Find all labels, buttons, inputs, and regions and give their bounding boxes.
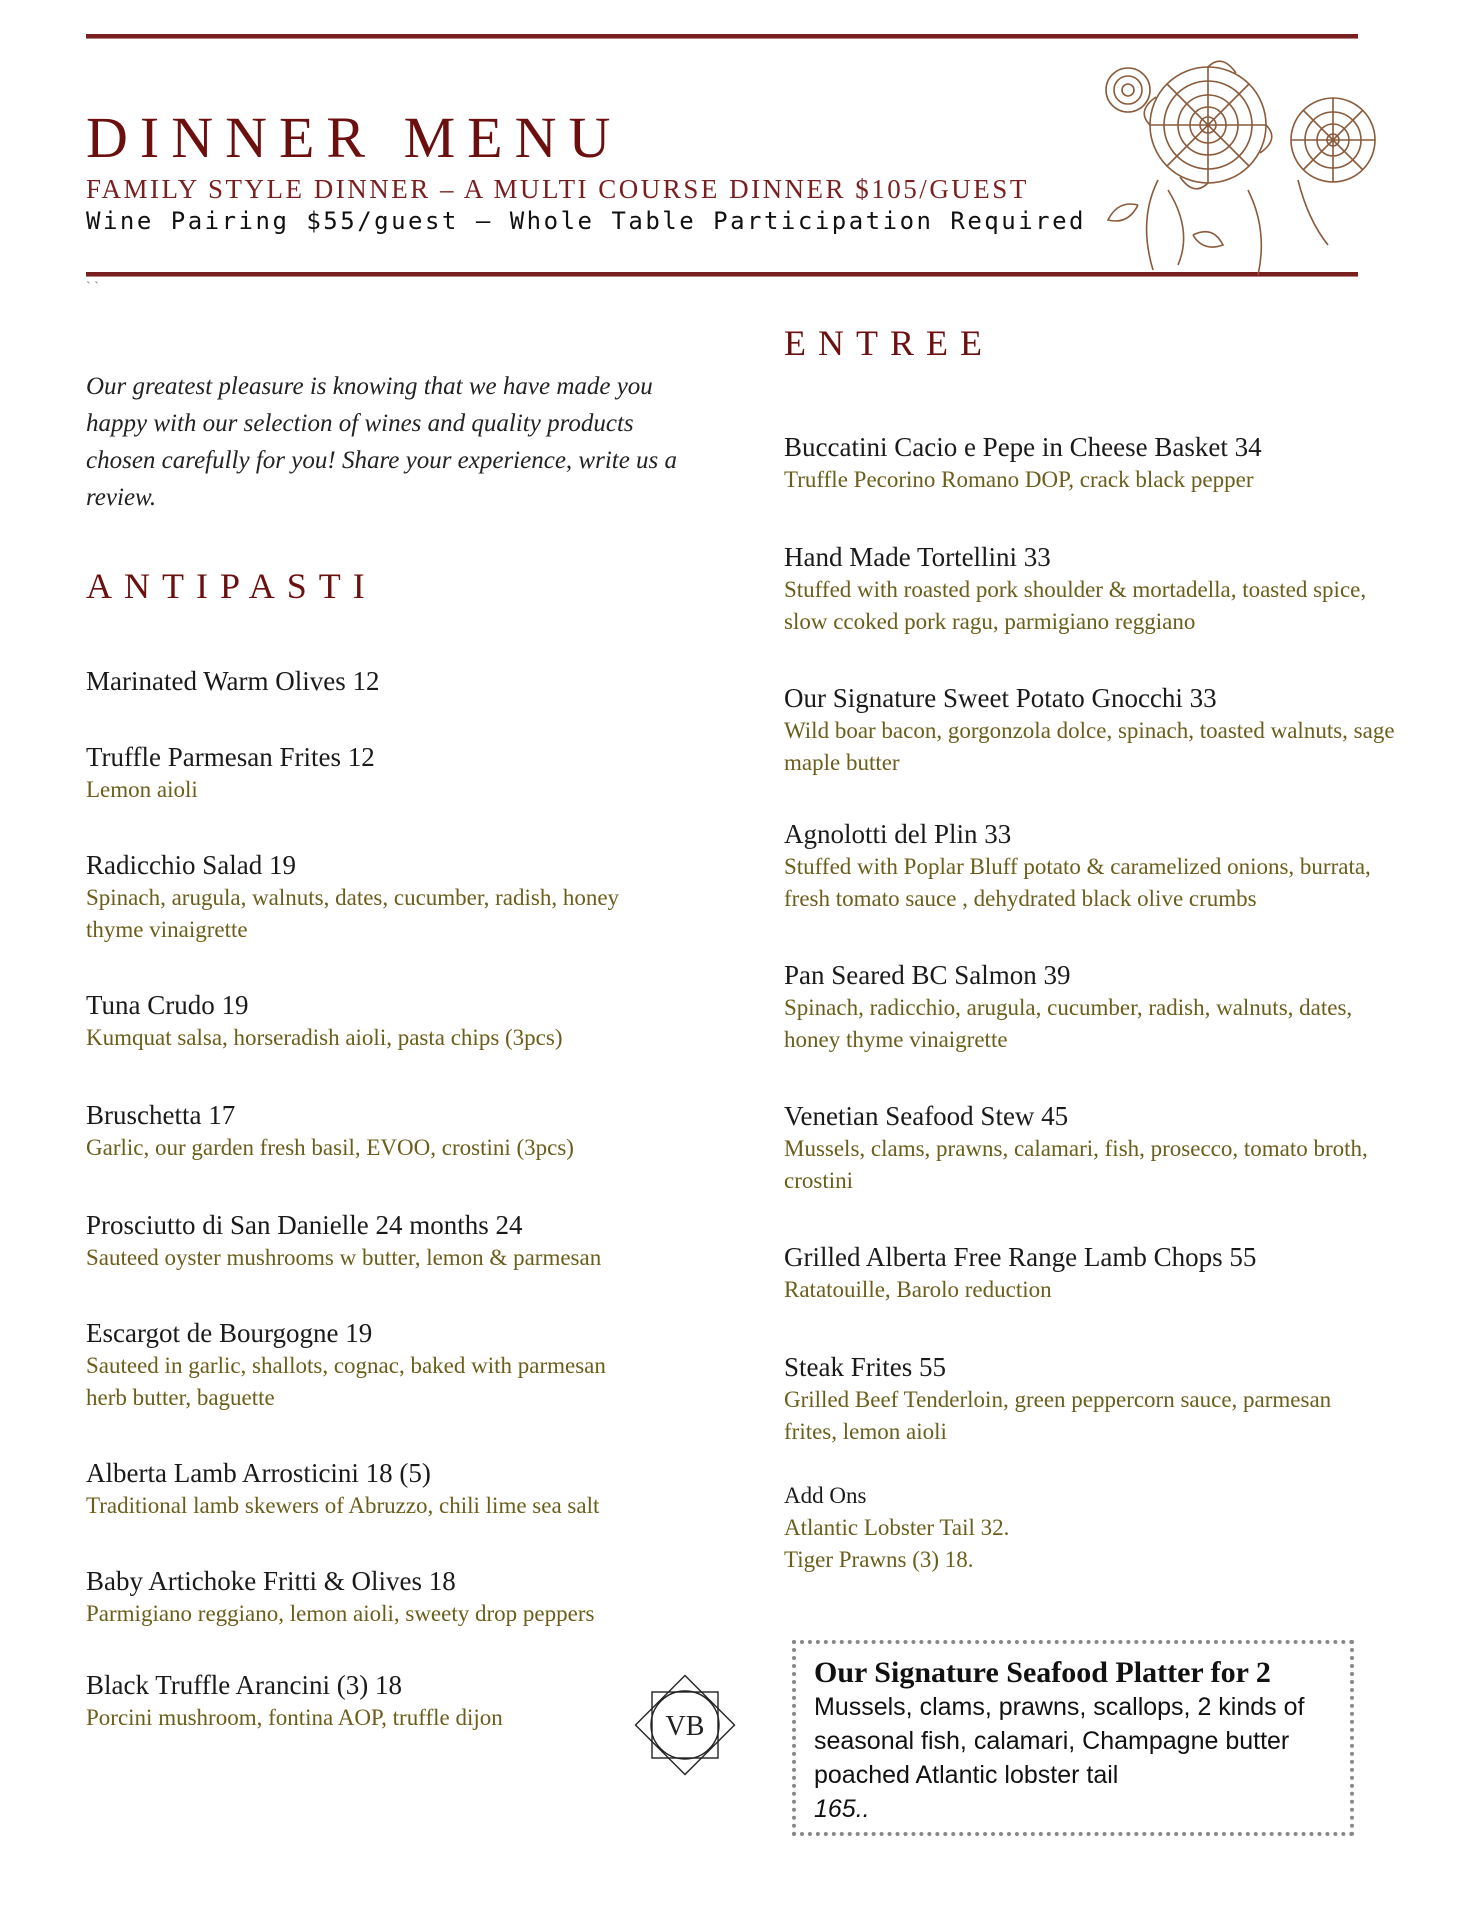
item-description: Spinach, arugula, walnuts, dates, cucumber, radish, honey thyme vinaigrette (86, 885, 620, 942)
item-name: Black Truffle Arancini (3) 18 (86, 1670, 402, 1700)
antipasti-list (86, 664, 706, 1776)
list-item (86, 1208, 706, 1316)
item-description: Garlic, our garden fresh basil, EVOO, crostini (3pcs) (86, 1135, 574, 1160)
item-description: Traditional lamb skewers of Abruzzo, chili lime sea salt (86, 1493, 600, 1518)
menu-subtitle: FAMILY STYLE DINNER – A MULTI COURSE DINNER $105/GUEST (86, 174, 1029, 204)
item-description: Truffle Pecorino Romano DOP, crack black pepper (784, 467, 1254, 492)
item-description: Ratatouille, Barolo reduction (784, 1277, 1052, 1302)
item-name: Tuna Crudo 19 (86, 990, 249, 1020)
list-item (784, 540, 1424, 681)
item-description: Wild boar bacon, gorgonzola dolce, spinach, toasted walnuts, sage maple butter (784, 718, 1395, 775)
item-name: Pan Seared BC Salmon 39 (784, 960, 1071, 990)
list-item (86, 1316, 706, 1456)
stray-marks: ` ` (86, 280, 99, 295)
list-item (86, 664, 706, 740)
item-name: Hand Made Tortellini 33 (784, 542, 1051, 572)
list-item (784, 1240, 1424, 1350)
wine-pairing-note: Wine Pairing $55/guest – Whole Table Participation Required (86, 207, 1087, 235)
item-description: Grilled Beef Tenderloin, green peppercorn sauce, parmesan frites, lemon aioli (784, 1387, 1332, 1444)
entree-list (784, 430, 1424, 1576)
item-name: Agnolotti del Plin 33 (784, 819, 1012, 849)
list-item (86, 1564, 706, 1668)
item-name: Baby Artichoke Fritti & Olives 18 (86, 1566, 456, 1596)
list-item (86, 988, 706, 1098)
list-item (784, 1350, 1424, 1480)
platter-title: Our Signature Seafood Platter for 2 (814, 1656, 1271, 1689)
list-item (784, 681, 1424, 817)
list-item (86, 1456, 706, 1564)
entree-heading: ENTREE (784, 323, 994, 363)
list-item (86, 1668, 706, 1776)
vb-logo (630, 1670, 740, 1780)
item-name: Truffle Parmesan Frites 12 (86, 742, 375, 772)
logo-text: VB (665, 1711, 705, 1742)
item-description: Sauteed oyster mushrooms w butter, lemon & parmesan (86, 1245, 602, 1270)
item-name: Venetian Seafood Stew 45 (784, 1101, 1069, 1131)
addon-item: Atlantic Lobster Tail 32. (784, 1515, 1010, 1540)
list-item (784, 958, 1424, 1099)
menu-title: DINNER MENU (86, 105, 623, 170)
list-item (784, 430, 1424, 540)
item-description: Spinach, radicchio, arugula, cucumber, radish, walnuts, dates, honey thyme vinaigrette (784, 995, 1353, 1052)
item-name: Buccatini Cacio e Pepe in Cheese Basket 34 (784, 432, 1262, 462)
antipasti-heading: ANTIPASTI (86, 566, 377, 606)
list-item (784, 1099, 1424, 1240)
seafood-platter-box (792, 1640, 1354, 1836)
item-description: Lemon aioli (86, 777, 198, 802)
list-item (784, 817, 1424, 958)
addons-title: Add Ons (784, 1483, 867, 1508)
item-description: Mussels, clams, prawns, calamari, fish, prosecco, tomato broth, crostini (784, 1136, 1368, 1193)
list-item (86, 740, 706, 848)
platter-description: Mussels, clams, prawns, scallops, 2 kinds of seasonal fish, calamari, Champagne butter poached Atlantic lobster tail (814, 1693, 1305, 1789)
floral-illustration-icon (1098, 30, 1398, 280)
item-name: Our Signature Sweet Potato Gnocchi 33 (784, 683, 1217, 713)
list-item (86, 1098, 706, 1208)
item-name: Steak Frites 55 (784, 1352, 946, 1382)
list-item (86, 848, 706, 988)
item-name: Radicchio Salad 19 (86, 850, 296, 880)
item-name: Marinated Warm Olives 12 (86, 666, 380, 696)
item-description: Porcini mushroom, fontina AOP, truffle dijon (86, 1705, 503, 1730)
item-name: Bruschetta 17 (86, 1100, 236, 1130)
addons-block (784, 1480, 1424, 1576)
item-description: Parmigiano reggiano, lemon aioli, sweety drop peppers (86, 1601, 595, 1626)
platter-price: 165.. (814, 1795, 870, 1823)
item-name: Grilled Alberta Free Range Lamb Chops 55 (784, 1242, 1257, 1272)
item-description: Stuffed with Poplar Bluff potato & caramelized onions, burrata, fresh tomato sauce , dehydrated black olive crumbs (784, 854, 1371, 911)
item-description: Stuffed with roasted pork shoulder & mortadella, toasted spice, slow ccoked pork ragu, parmigiano reggiano (784, 577, 1367, 634)
item-name: Alberta Lamb Arrosticini 18 (5) (86, 1458, 431, 1488)
item-name: Prosciutto di San Danielle 24 months 24 (86, 1210, 523, 1240)
item-description: Kumquat salsa, horseradish aioli, pasta chips (3pcs) (86, 1025, 563, 1050)
intro-text: Our greatest pleasure is knowing that we have made you happy with our selection of wines and quality products chosen carefully for you! Share your experience, write us a review. (86, 373, 678, 511)
item-description: Sauteed in garlic, shallots, cognac, baked with parmesan herb butter, baguette (86, 1353, 606, 1410)
item-name: Escargot de Bourgogne 19 (86, 1318, 373, 1348)
addon-item: Tiger Prawns (3) 18. (784, 1547, 974, 1572)
